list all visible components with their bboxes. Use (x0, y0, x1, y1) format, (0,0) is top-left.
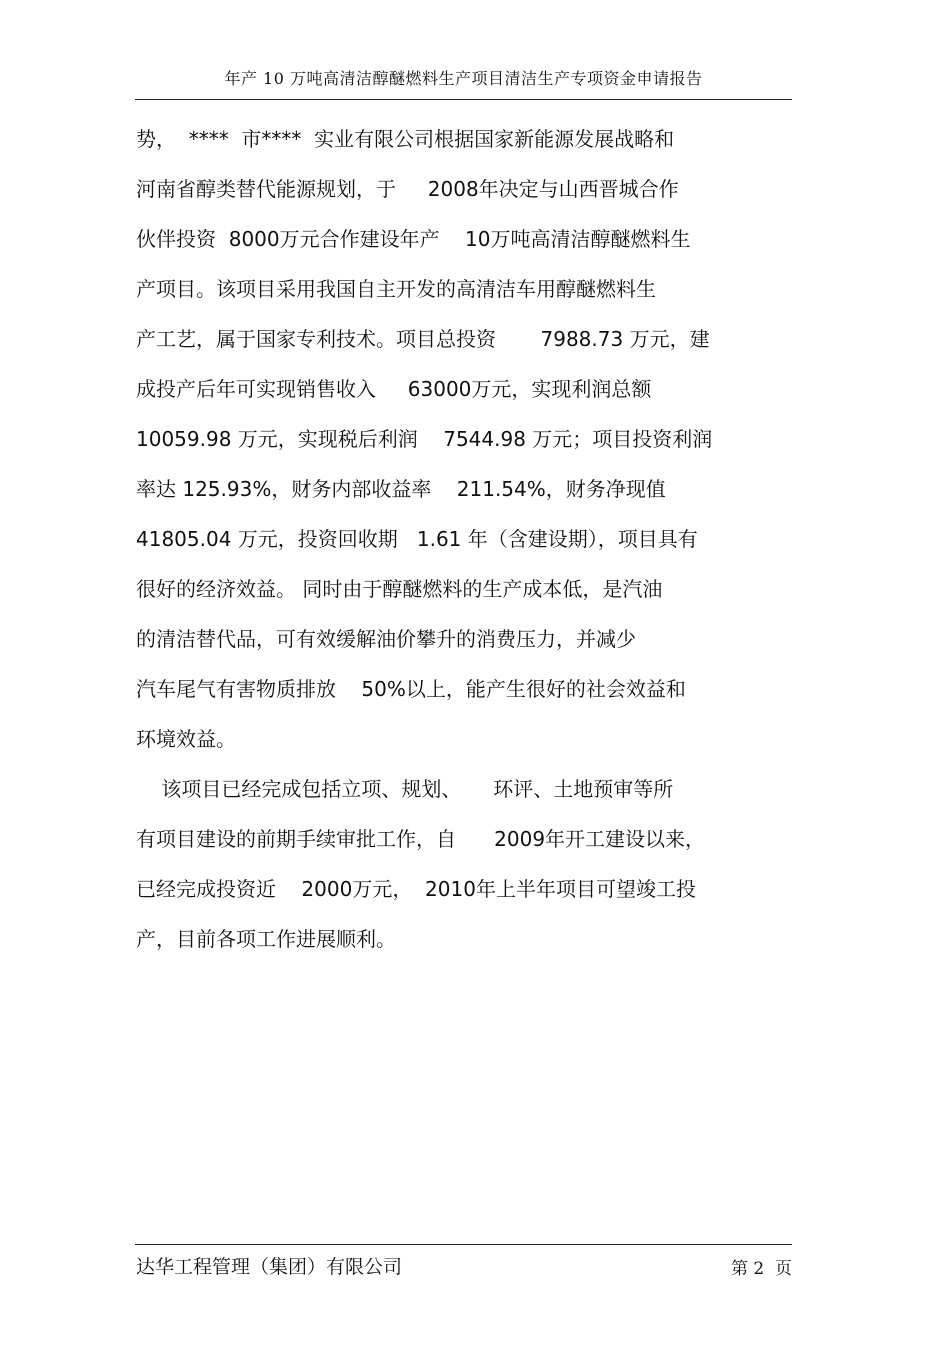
body-line: 汽车尾气有害物质排放 50%以上，能产生很好的社会效益和 (136, 677, 686, 701)
body-line: 成投产后年可实现销售收入 63000万元，实现利润总额 (136, 377, 652, 401)
body-line: 产，目前各项工作进展顺利。 (136, 927, 396, 951)
body-line: 产工艺，属于国家专利技术。项目总投资 7988.73 万元，建 (136, 327, 710, 351)
body-line: 产项目。该项目采用我国自主开发的高清洁车用醇醚燃料生 (136, 277, 656, 301)
body-line: 41805.04 万元，投资回收期 1.61 年（含建设期），项目具有 (136, 527, 698, 551)
footer-company-name: 达华工程管理（集团）有限公司 (136, 1256, 403, 1278)
body-line: 环境效益。 (136, 727, 236, 751)
body-line: 很好的经济效益。 同时由于醇醚燃料的生产成本低，是汽油 (136, 577, 663, 601)
body-line: 河南省醇类替代能源规划，于 2008年决定与山西晋城合作 (136, 177, 679, 201)
body-line: 的清洁替代品，可有效缓解油价攀升的消费压力，并减少 (136, 627, 636, 651)
body-line: 率达 125.93%，财务内部收益率 211.54%，财务净现值 (136, 477, 666, 501)
body-line: 伙伴投资 8000万元合作建设年产 10万吨高清洁醇醚燃料生 (136, 227, 691, 251)
body-line: 已经完成投资近 2000万元， 2010年上半年项目可望竣工投 (136, 877, 696, 901)
page-number: 第 2 页 (730, 1259, 792, 1279)
body-line: 势， **** 市**** 实业有限公司根据国家新能源发展战略和 (136, 127, 675, 151)
footer-divider (135, 1244, 792, 1245)
body-line: 该项目已经完成包括立项、规划、 环评、土地预审等所 (136, 777, 674, 801)
header-divider (135, 99, 792, 100)
body-line: 有项目建设的前期手续审批工作，自 2009年开工建设以来， (136, 827, 706, 851)
body-line: 10059.98 万元，实现税后利润 7544.98 万元；项目投资利润 (136, 427, 713, 451)
header-title: 年产 10 万吨高清洁醇醚燃料生产项目清洁生产专项资金申请报告 (224, 69, 703, 88)
